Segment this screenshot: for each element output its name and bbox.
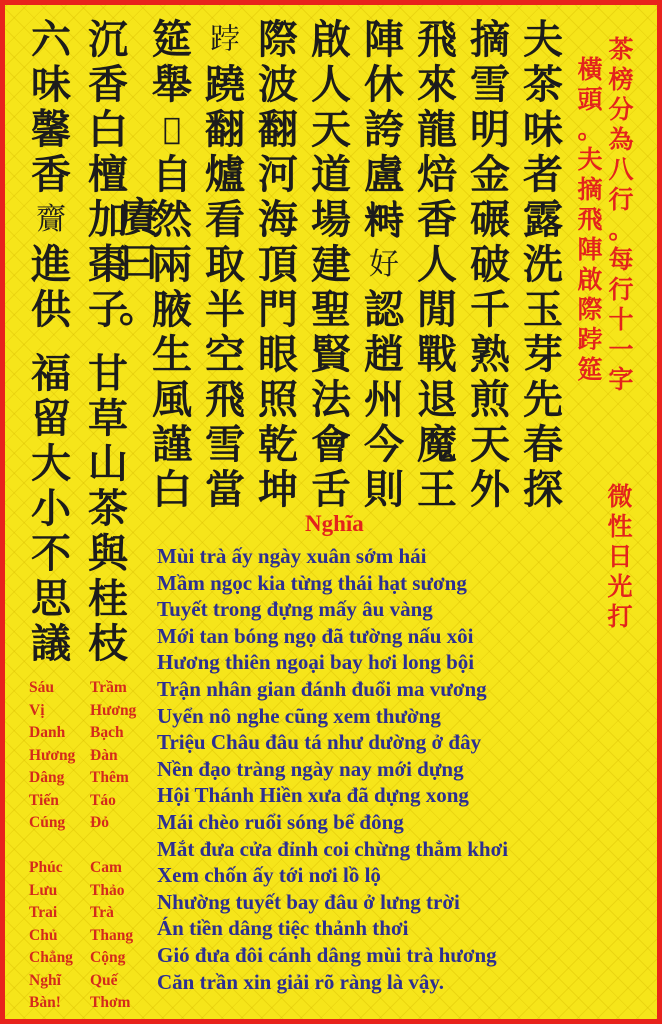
glyph: 香: [31, 151, 71, 198]
translit-word: Phúc: [29, 859, 63, 876]
glyph: 半: [205, 286, 245, 333]
glyph: 者: [523, 151, 563, 198]
glyph: 碾: [470, 196, 510, 243]
glyph: 加: [88, 196, 128, 243]
translit-word: Lưu: [29, 881, 58, 899]
glyph: 誇: [364, 106, 404, 153]
header-column-2: [576, 55, 604, 385]
verse-line: Nền đạo tràng ngày nay mới dựng: [157, 756, 464, 781]
glyph: 行: [608, 275, 634, 304]
verse-line: Hội Thánh Hiền xưa đã dựng xong: [157, 783, 469, 808]
glyph: 取: [205, 241, 245, 288]
glyph: 𨁝: [210, 22, 240, 57]
glyph: 來: [417, 61, 457, 108]
left-column-1: [84, 17, 132, 332]
glyph: 盧: [364, 151, 404, 198]
translit-word: Cam: [90, 859, 122, 876]
glyph: 供: [31, 286, 71, 333]
glyph: 退: [417, 376, 457, 423]
translit-word: Nghĩ: [29, 971, 61, 989]
glyph: 河: [258, 151, 298, 198]
glyph: 天: [311, 106, 351, 153]
glyph: 建: [311, 241, 351, 288]
glyph: 波: [258, 61, 298, 108]
poem-column-7: [201, 17, 249, 512]
glyph: 雪: [470, 61, 510, 108]
glyph: 焙: [417, 151, 457, 198]
glyph: 閒: [417, 286, 457, 333]
glyph: 香: [88, 61, 128, 108]
glyph: 留: [31, 395, 71, 442]
glyph: 自: [152, 151, 192, 198]
glyph: 兩: [152, 241, 192, 288]
glyph: 打: [607, 602, 633, 631]
seal-text-column: [606, 482, 634, 632]
glyph: 洗: [523, 241, 563, 288]
verse-line: Uyển nô nghe cũng xem thường: [157, 703, 441, 728]
verse-line: Án tiền dâng tiệc thảnh thơi: [157, 916, 409, 941]
glyph: 桂: [88, 575, 128, 622]
glyph: 人: [417, 241, 457, 288]
glyph: 行: [608, 185, 634, 214]
glyph: 茶: [88, 485, 128, 532]
glyph: 齎: [36, 202, 66, 237]
glyph: 然: [152, 196, 192, 243]
glyph: 趙: [364, 331, 404, 378]
glyph: 坤: [258, 466, 298, 513]
glyph: 舌: [311, 466, 351, 513]
glyph: 子: [88, 286, 128, 333]
glyph: 橫: [577, 55, 603, 84]
glyph: 棗: [88, 241, 128, 288]
glyph: 頭: [577, 85, 603, 114]
verse-line: Mái chèo ruổi sóng bể đông: [157, 809, 404, 834]
glyph: 白: [152, 466, 192, 513]
glyph: 先: [523, 376, 563, 423]
glyph: 認: [364, 286, 404, 333]
glyph: 會: [311, 421, 351, 468]
glyph: 賢: [311, 331, 351, 378]
glyph: 味: [31, 61, 71, 108]
glyph: 空: [205, 331, 245, 378]
poem-column-1: [519, 17, 567, 512]
glyph: 頂: [258, 241, 298, 288]
glyph: 蹺: [205, 61, 245, 108]
translit-word: Danh: [29, 724, 66, 741]
glyph: 春: [523, 421, 563, 468]
glyph: 茶: [608, 35, 634, 64]
translit-word: Bàn!: [29, 994, 61, 1011]
glyph: 芽: [523, 331, 563, 378]
translit-word: Thảo: [90, 881, 125, 899]
header-column-1: [607, 35, 635, 395]
glyph: 今: [364, 421, 404, 468]
glyph: 甘: [88, 350, 128, 397]
verse-line: Căn trần xin giải rõ ràng là vậy.: [157, 969, 445, 994]
glyph: 不: [31, 530, 71, 577]
glyph: 分: [608, 95, 634, 124]
glyph: 場: [311, 196, 351, 243]
glyph: 與: [88, 530, 128, 577]
glyph: 眼: [258, 331, 298, 378]
poem-column-2: [466, 17, 514, 512]
verse-line: Nhường tuyết bay đâu ở lưng trời: [157, 889, 460, 914]
glyph: 小: [31, 485, 71, 532]
meaning-verse: [157, 543, 508, 995]
glyph: 山: [88, 440, 128, 487]
translit-word: Chẳng: [29, 949, 73, 966]
glyph: 八: [608, 155, 634, 184]
glyph: 露: [523, 196, 563, 243]
glyph: 飛: [417, 16, 457, 63]
glyph: 字: [608, 365, 634, 394]
glyph: 看: [205, 196, 245, 243]
glyph: 乾: [258, 421, 298, 468]
glyph: 福: [31, 350, 71, 397]
translit-word: Đỏ: [90, 814, 109, 831]
glyph: 王: [417, 466, 457, 513]
glyph: 照: [258, 376, 298, 423]
glyph: 為: [608, 125, 634, 154]
glyph: 陣: [364, 16, 404, 63]
glyph: 白: [88, 106, 128, 153]
translit-word: Cộng: [90, 949, 126, 966]
glyph: 一: [608, 335, 634, 364]
verse-line: Mùi trà ấy ngày xuân sớm hái: [157, 544, 427, 568]
glyph: 法: [311, 376, 351, 423]
translit-word: Bạch: [90, 724, 124, 741]
glyph: 筵: [152, 16, 192, 63]
glyph: 龍: [417, 106, 457, 153]
translit-word: Trà: [90, 904, 114, 921]
glyph: 。: [119, 284, 159, 331]
glyph: 馨: [31, 106, 71, 153]
translit-word: Vị: [29, 701, 45, 719]
glyph: 爐: [205, 151, 245, 198]
glyph: 翻: [205, 106, 245, 153]
glyph: 榜: [608, 65, 634, 94]
verse-line: Mầm ngọc kia từng thái hạt sương: [157, 570, 467, 595]
glyph: 聖: [311, 286, 351, 333]
glyph: 𣗥: [162, 112, 181, 147]
bottom-column-1: [84, 351, 132, 666]
glyph: 曰: [119, 239, 159, 286]
glyph: 明: [470, 106, 510, 153]
glyph: 休: [364, 61, 404, 108]
verse-line: Tuyết trong đựng mấy âu vàng: [157, 597, 433, 622]
glyph: 茶: [523, 61, 563, 108]
glyph: 好: [369, 247, 399, 282]
glyph: 道: [311, 151, 351, 198]
glyph: 夫: [577, 145, 603, 174]
glyph: 日: [607, 542, 633, 571]
translit-word: Táo: [90, 791, 116, 809]
glyph: 際: [577, 295, 603, 324]
verse-line: Trận nhân gian đánh đuổi ma vương: [157, 676, 487, 701]
translit-word: Chủ: [29, 926, 58, 944]
glyph: 香: [417, 196, 457, 243]
glyph: 光: [607, 572, 633, 601]
verse-line: Mới tan bóng ngọ đã tường nấu xôi: [157, 623, 474, 648]
glyph: 金: [470, 151, 510, 198]
glyph: 。: [577, 115, 603, 144]
translit-word: Hương: [29, 746, 76, 764]
meaning-title: Nghĩa: [305, 511, 364, 536]
verse-line: Mắt đưa cửa đỉnh coi chừng thẳm khơi: [157, 836, 509, 861]
translit-word: Trầm: [90, 679, 127, 696]
translit-left-bottom: [29, 857, 73, 1015]
glyph: 十: [608, 305, 634, 334]
glyph: 舉: [152, 61, 192, 108]
glyph: 大: [31, 440, 71, 487]
translit-word: Dâng: [29, 769, 65, 786]
glyph: 人: [311, 61, 351, 108]
glyph: 破: [470, 241, 510, 288]
glyph: 味: [523, 106, 563, 153]
translit-word: Trai: [29, 904, 58, 921]
glyph: 戰: [417, 331, 457, 378]
glyph: 思: [31, 575, 71, 622]
glyph: 州: [364, 376, 404, 423]
glyph: 生: [152, 331, 192, 378]
poem-column-3: [413, 17, 461, 512]
glyph: 進: [31, 241, 71, 288]
glyph: 夫: [523, 16, 563, 63]
glyph: 摘: [470, 16, 510, 63]
glyph: 門: [258, 286, 298, 333]
glyph: 熟: [470, 331, 510, 378]
glyph: 腋: [152, 286, 192, 333]
translit-word: Quế: [90, 971, 118, 989]
glyph: 魔: [417, 421, 457, 468]
glyph: 𨁝: [577, 325, 603, 354]
glyph: 則: [364, 466, 404, 513]
glyph: 千: [470, 286, 510, 333]
bottom-column-2: [27, 351, 75, 666]
glyph: 際: [258, 16, 298, 63]
poem-column-4: [360, 17, 408, 512]
glyph: 每: [608, 245, 634, 274]
glyph: 。: [608, 215, 634, 244]
glyph: 當: [205, 466, 245, 513]
translit-right-bottom: [90, 857, 133, 1015]
glyph: 性: [607, 512, 633, 541]
glyph: 謹: [152, 421, 192, 468]
glyph: 檀: [88, 151, 128, 198]
translit-word: Sáu: [29, 679, 54, 696]
poem-column-6: [254, 17, 302, 512]
verse-line: Hương thiên ngoại bay hơi long bội: [157, 650, 475, 675]
verse-line: Gió đưa đôi cánh dâng mùi trà hương: [157, 942, 497, 967]
glyph: 海: [258, 196, 298, 243]
poem-column-5: [307, 17, 355, 512]
glyph: 賡: [119, 194, 159, 241]
glyph: 雪: [205, 421, 245, 468]
glyph: 陣: [577, 235, 603, 264]
glyph: 外: [470, 466, 510, 513]
glyph: 飛: [205, 376, 245, 423]
translit-word: Hương: [90, 701, 137, 719]
translit-right-top: [90, 677, 136, 835]
glyph: 探: [523, 466, 563, 513]
glyph: 枝: [88, 620, 128, 667]
glyph: 微: [607, 482, 633, 511]
left-column-2: [27, 17, 75, 332]
translit-word: Tiến: [29, 791, 59, 809]
glyph: 煎: [470, 376, 510, 423]
glyph: 啟: [577, 265, 603, 294]
glyph: 翻: [258, 106, 298, 153]
translit-word: Thêm: [90, 769, 129, 786]
glyph: 天: [470, 421, 510, 468]
verse-line: Triệu Châu đâu tá như dường ở đây: [157, 730, 482, 755]
verse-line: Xem chốn ấy tới nơi lồ lộ: [157, 863, 381, 888]
glyph: 𥻵: [364, 196, 404, 243]
translit-word: Đàn: [90, 746, 118, 764]
glyph: 議: [31, 620, 71, 667]
glyph: 沉: [88, 16, 128, 63]
translit-word: Cúng: [29, 814, 66, 831]
glyph: 筵: [577, 355, 603, 384]
translit-word: Thơm: [90, 994, 131, 1011]
translit-word: Thang: [90, 926, 134, 944]
glyph: 摘: [577, 175, 603, 204]
glyph: 六: [31, 16, 71, 63]
glyph: 啟: [311, 16, 351, 63]
glyph: 草: [88, 395, 128, 442]
translit-left-top: [29, 677, 75, 835]
glyph: 風: [152, 376, 192, 423]
glyph: 飛: [577, 205, 603, 234]
glyph: 玉: [523, 286, 563, 333]
